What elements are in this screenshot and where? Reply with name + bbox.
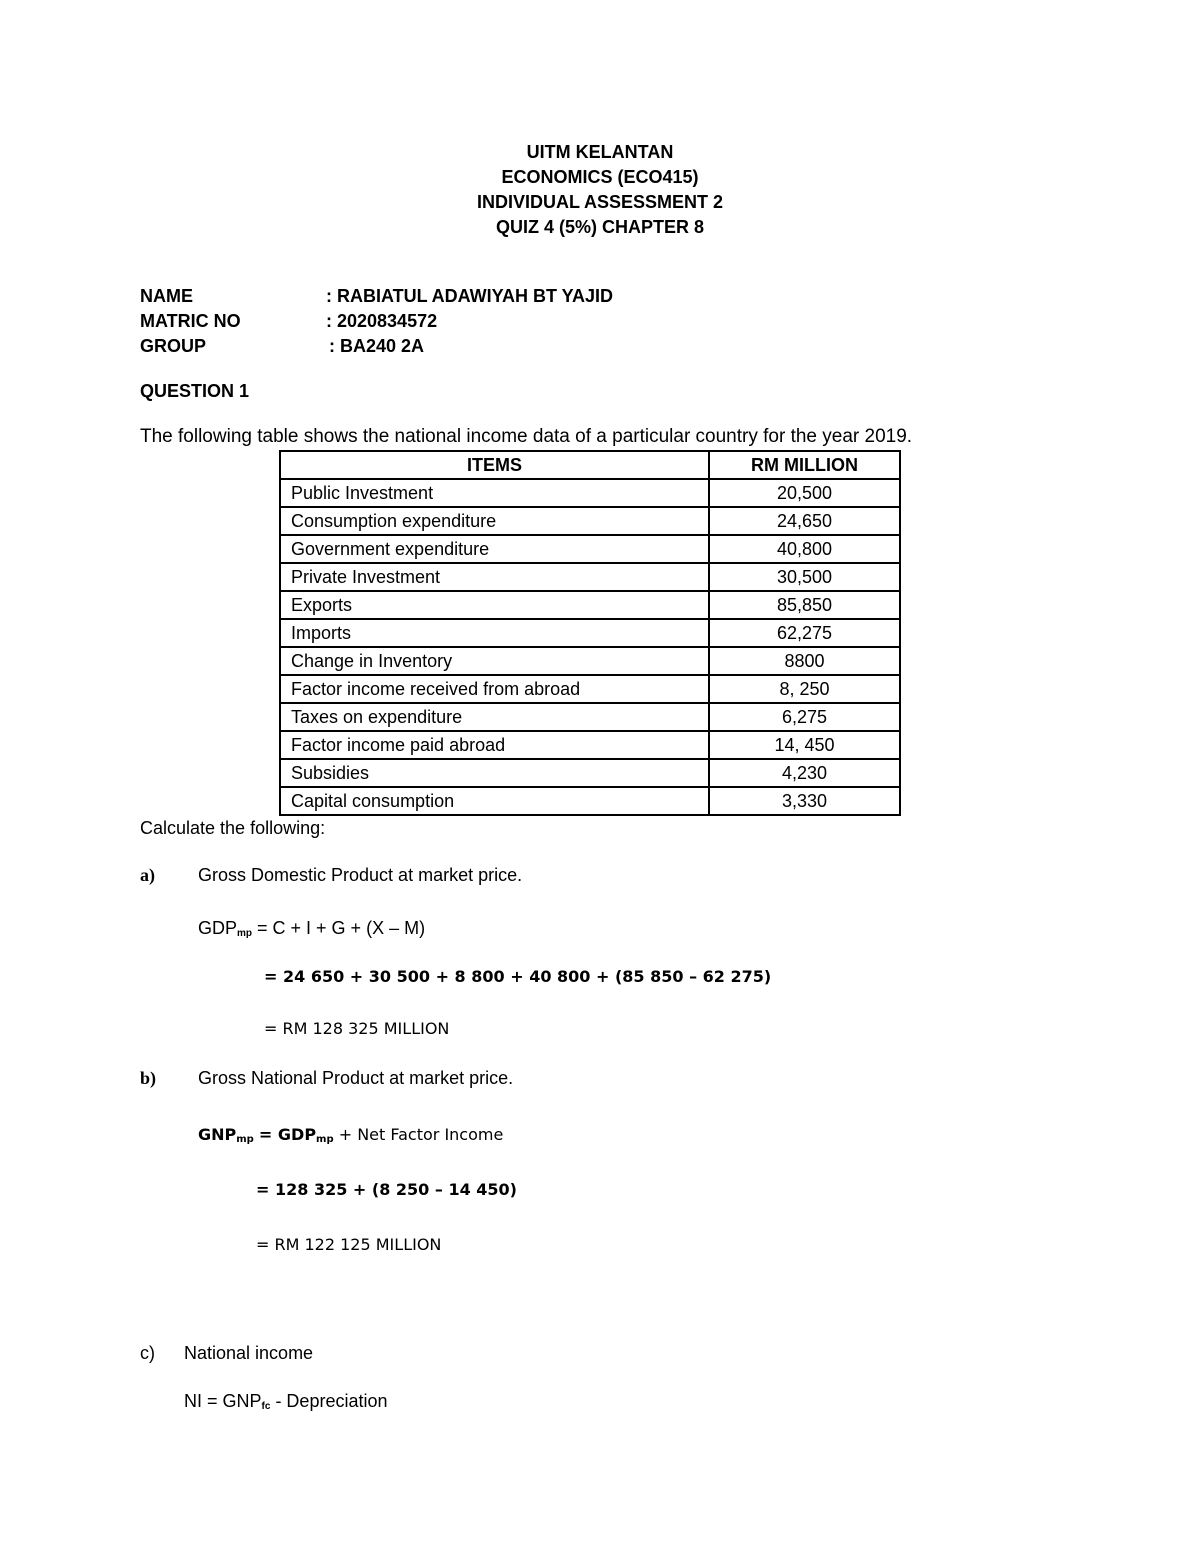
question-intro: The following table shows the national income data of a particular country for the year 2019. <box>140 426 913 447</box>
item-cell: Taxes on expenditure <box>280 703 709 731</box>
value-cell: 8, 250 <box>709 675 900 703</box>
formula-mid: = GDP <box>258 1125 317 1144</box>
calculate-instruction: Calculate the following: <box>140 818 326 838</box>
value-cell: 62,275 <box>709 619 900 647</box>
name-value: : RABIATUL ADAWIYAH BT YAJID <box>326 286 614 306</box>
formula-rhs: = C + I + G + (X – M) <box>252 918 426 938</box>
name-label: NAME <box>140 286 193 306</box>
part-a-answer: = RM 128 325 MILLION <box>264 1019 450 1038</box>
matric-value: : 2020834572 <box>326 311 438 331</box>
value-cell: 20,500 <box>709 479 900 507</box>
header-course: ECONOMICS (ECO415) <box>501 167 699 187</box>
formula-subscript: mp <box>237 928 253 939</box>
item-cell: Government expenditure <box>280 535 709 563</box>
part-b-formula <box>198 1125 503 1145</box>
item-cell: Factor income paid abroad <box>280 731 709 759</box>
table-row <box>280 591 900 619</box>
column-header-items: ITEMS <box>280 451 709 479</box>
part-a-formula <box>198 918 425 939</box>
formula-subscript: mp <box>236 1134 254 1145</box>
item-cell: Change in Inventory <box>280 647 709 675</box>
formula-rhs: - Depreciation <box>270 1391 388 1411</box>
item-cell: Public Investment <box>280 479 709 507</box>
value-cell: 24,650 <box>709 507 900 535</box>
part-b-step1: = 128 325 + (8 250 – 14 450) <box>256 1180 517 1199</box>
table-row <box>280 619 900 647</box>
column-header-rm-million: RM MILLION <box>709 451 900 479</box>
formula-subscript: fc <box>261 1401 271 1412</box>
value-cell: 30,500 <box>709 563 900 591</box>
table-row <box>280 759 900 787</box>
item-cell: Subsidies <box>280 759 709 787</box>
table-row <box>280 535 900 563</box>
item-cell: Private Investment <box>280 563 709 591</box>
table-header-row <box>280 451 900 479</box>
group-label: GROUP <box>140 336 207 356</box>
table-row <box>280 647 900 675</box>
part-a-step1: = 24 650 + 30 500 + 8 800 + 40 800 + (85 850 – 62 275) <box>264 967 772 986</box>
part-c-label: c) <box>140 1343 155 1363</box>
value-cell: 6,275 <box>709 703 900 731</box>
table-row <box>280 787 900 815</box>
question-title: QUESTION 1 <box>140 381 250 401</box>
value-cell: 8800 <box>709 647 900 675</box>
formula-lhs: GNP <box>198 1125 237 1144</box>
matric-label: MATRIC NO <box>140 311 241 331</box>
part-c-text: National income <box>184 1343 314 1363</box>
formula-rhs: + Net Factor Income <box>338 1125 504 1144</box>
value-cell: 3,330 <box>709 787 900 815</box>
part-b-text: Gross National Product at market price. <box>198 1068 514 1088</box>
formula-lhs: NI = GNP <box>184 1391 262 1411</box>
formula-lhs: GDP <box>198 918 238 938</box>
item-cell: Exports <box>280 591 709 619</box>
header-assessment: INDIVIDUAL ASSESSMENT 2 <box>476 192 724 212</box>
value-cell: 4,230 <box>709 759 900 787</box>
value-cell: 85,850 <box>709 591 900 619</box>
national-income-table <box>279 450 901 816</box>
table-row <box>280 675 900 703</box>
value-cell: 40,800 <box>709 535 900 563</box>
part-b-answer: = RM 122 125 MILLION <box>256 1235 442 1254</box>
part-c-formula <box>184 1391 388 1412</box>
part-a-label: a) <box>140 865 155 885</box>
item-cell: Factor income received from abroad <box>280 675 709 703</box>
part-a-text: Gross Domestic Product at market price. <box>198 865 523 885</box>
item-cell: Consumption expenditure <box>280 507 709 535</box>
value-cell: 14, 450 <box>709 731 900 759</box>
table-row <box>280 731 900 759</box>
table-row <box>280 703 900 731</box>
part-b-label: b) <box>140 1068 157 1088</box>
header-institution: UITM KELANTAN <box>526 142 674 162</box>
table-row <box>280 563 900 591</box>
table-row <box>280 479 900 507</box>
header-quiz: QUIZ 4 (5%) CHAPTER 8 <box>495 217 705 237</box>
formula-subscript: mp <box>316 1134 334 1145</box>
item-cell: Capital consumption <box>280 787 709 815</box>
group-value: : BA240 2A <box>329 336 425 356</box>
table-row <box>280 507 900 535</box>
item-cell: Imports <box>280 619 709 647</box>
